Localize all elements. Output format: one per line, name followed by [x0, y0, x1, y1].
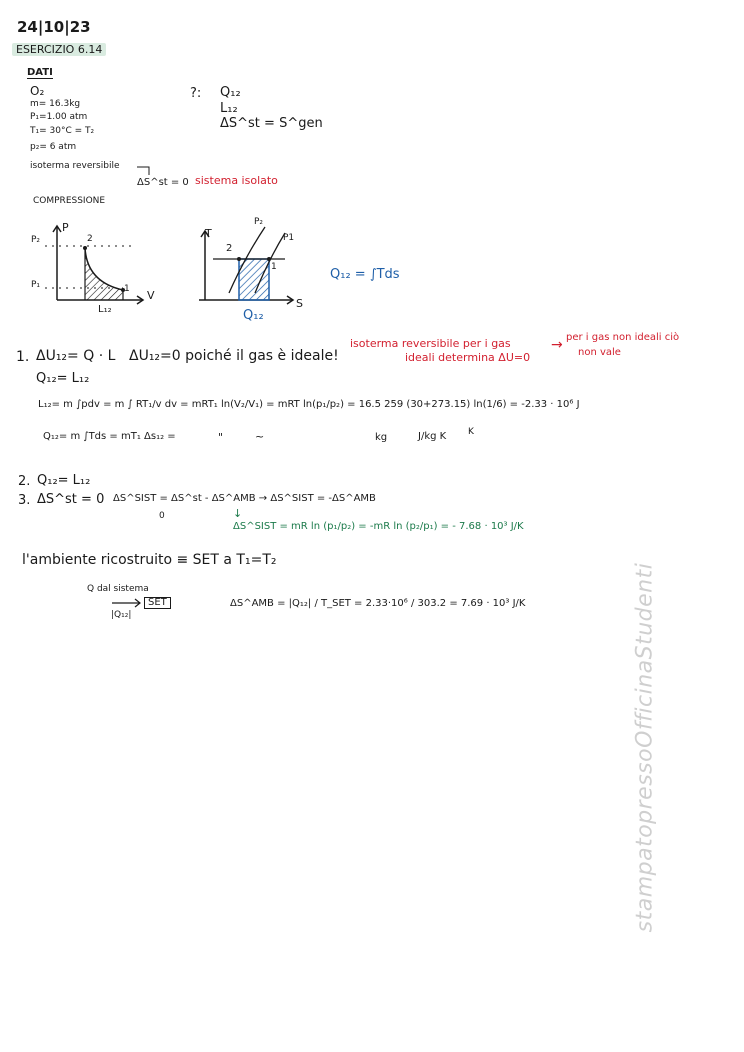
ts-axis-t: T	[205, 227, 212, 240]
pv-point-1: 1	[124, 284, 130, 294]
step2-text: Q₁₂= L₁₂	[37, 473, 91, 488]
step2-num: 2.	[18, 474, 31, 489]
step1-line2: Q₁₂= L₁₂	[36, 371, 90, 386]
date: 24|10|23	[17, 18, 91, 36]
ts-p1-label: P1	[283, 233, 295, 243]
ts-point-2: 2	[226, 243, 233, 254]
step3-arrow: ↓	[233, 507, 243, 520]
pv-axis-v: V	[147, 289, 155, 302]
dati-line-4: T₁= 30°C = T₂	[30, 126, 95, 136]
note-red-arrow: →	[551, 337, 563, 353]
step1-line1b: ΔU₁₂=0 poiché il gas è ideale!	[129, 348, 339, 364]
ditto-2: ~	[255, 430, 265, 443]
dati-line-3: P₁=1.00 atm	[30, 112, 88, 122]
step1-line3: L₁₂= m ∫pdv = m ∫ RT₁/v dv = mRT₁ ln(V₂/V₁) = mRT ln(p₁/p₂) = 16.5 259 (30+273.15) ln(1/6) = -2.33 · 10⁶ J	[38, 399, 580, 410]
step3-eq: ΔS^SIST = ΔS^st - ΔS^AMB → ΔS^SIST = -ΔS^AMB	[113, 493, 376, 504]
dati-line-1: O₂	[30, 84, 45, 98]
ambient-q-label: Q dal sistema	[87, 584, 149, 594]
note-red-1: isoterma reversibile per i gas	[350, 337, 511, 350]
dati-line-5: p₂= 6 atm	[30, 142, 77, 152]
step1-line4: Q₁₂= m ∫Tds = mT₁ Δs₁₂ =	[43, 431, 176, 442]
compression-label: COMPRESSIONE	[33, 196, 106, 206]
ts-area-label: Q₁₂	[243, 308, 264, 323]
ts-p2-label: P₂	[254, 217, 264, 227]
set-box: SET	[144, 597, 171, 609]
unit-jkgk: J/kg K	[418, 431, 447, 442]
ambient-text: l'ambiente ricostruito ≡ SET a T₁=T₂	[22, 552, 277, 568]
note-red-2: ideali determina ΔU=0	[405, 351, 531, 364]
step3-zero: 0	[159, 511, 165, 521]
iso-result: ΔS^st = 0	[137, 177, 189, 188]
pv-p1-label: P₁	[31, 280, 41, 290]
note-red-3: per i gas non ideali ciò	[566, 332, 680, 343]
ditto-1: "	[218, 431, 224, 444]
exercise-title: ESERCIZIO 6.14	[12, 43, 106, 56]
step1-line1: ΔU₁₂= Q · L	[36, 348, 116, 364]
step1-num: 1.	[16, 349, 30, 365]
ts-diagram	[185, 215, 310, 323]
pv-point-2: 2	[87, 234, 93, 244]
step3-text: ΔS^st = 0	[37, 492, 105, 507]
ts-point-1: 1	[271, 262, 277, 272]
step3-green: ΔS^SIST = mR ln (p₁/p₂) = -mR ln (p₂/p₁) = - 7.68 · 10³ J/K	[233, 521, 524, 532]
unknown-ds: ΔS^st = S^gen	[220, 116, 323, 131]
watermark: stampatopressoOfficinaStudenti	[632, 562, 658, 933]
pv-axis-p: P	[62, 221, 69, 234]
dati-heading: DATI	[27, 67, 53, 78]
unit-k: K	[468, 427, 474, 437]
unknown-l12: L₁₂	[220, 101, 238, 116]
pv-p2-label: P₂	[31, 235, 41, 245]
ambient-eq: ΔS^AMB = |Q₁₂| / T_SET = 2.33·10⁶ / 303.2 = 7.69 · 10³ J/K	[230, 598, 526, 609]
unknown-q12: Q₁₂	[220, 85, 241, 100]
note-red-4: non vale	[578, 347, 621, 358]
unknowns-mark: ?:	[190, 86, 202, 101]
ambient-arrow	[112, 598, 144, 608]
ts-axis-s: S	[296, 297, 303, 310]
iso-label: isoterma reversibile	[30, 161, 120, 171]
dati-line-2: m= 16.3kg	[30, 99, 81, 109]
isolated-note: sistema isolato	[195, 174, 278, 187]
unit-kg: kg	[375, 432, 388, 443]
pv-area-label: L₁₂	[98, 304, 112, 315]
ambient-q-abs: |Q₁₂|	[111, 610, 132, 620]
step3-num: 3.	[18, 493, 31, 508]
q-integral: Q₁₂ = ∫Tds	[330, 267, 400, 282]
